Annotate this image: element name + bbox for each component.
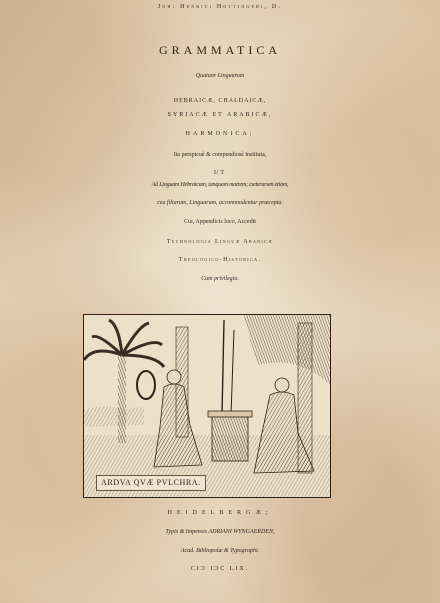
harmonica-line: HARMONICA;	[185, 131, 255, 137]
languages-line-1: HEBRAICÆ, CHALDAICÆ,	[173, 98, 267, 104]
ut-line: UT	[214, 170, 226, 176]
printer-device-engraving	[83, 314, 331, 498]
ita-line: Ita perspicuè & compendiosè instituta,	[173, 152, 267, 158]
ad-linguam-line-2: ceu filiarum, Linguarum, accommodentur præcepta.	[157, 200, 283, 206]
imprint-place: HEIDELBERGÆ;	[167, 510, 273, 516]
author-line: Joh: Henrici Hottingeri, D.	[157, 4, 283, 10]
subtitle-quatuor: Quatuor Linguarum	[195, 73, 245, 79]
book-title: GRAMMATICA	[158, 43, 281, 57]
technologia-line-1: Technologia Linguæ Arabicæ	[166, 239, 274, 245]
engraving-illustration	[84, 315, 330, 497]
engraving-motto: ARDVA QVÆ PVLCHRA.	[96, 475, 206, 491]
appendix-line: Cui, Appendicis loco, Accedit	[184, 219, 256, 225]
imprint-printer: Typis & Impensis ADRIANI WYNGAERDEN,	[165, 529, 275, 535]
imprint-date: CIƆ IƆC LIX.	[190, 566, 250, 572]
privilege-line: Cum privilegio.	[201, 276, 239, 282]
ad-linguam-line-1: Ad Linguam Hebraicam, tanquam matrem; cæterarum etiam,	[151, 182, 289, 188]
imprint-academy: Acad. Bibliopolæ & Typographi.	[180, 548, 260, 554]
languages-line-2: SYRIACÆ ET ARABICÆ,	[167, 112, 273, 118]
technologia-line-2: Theologico-Historica.	[178, 257, 262, 263]
